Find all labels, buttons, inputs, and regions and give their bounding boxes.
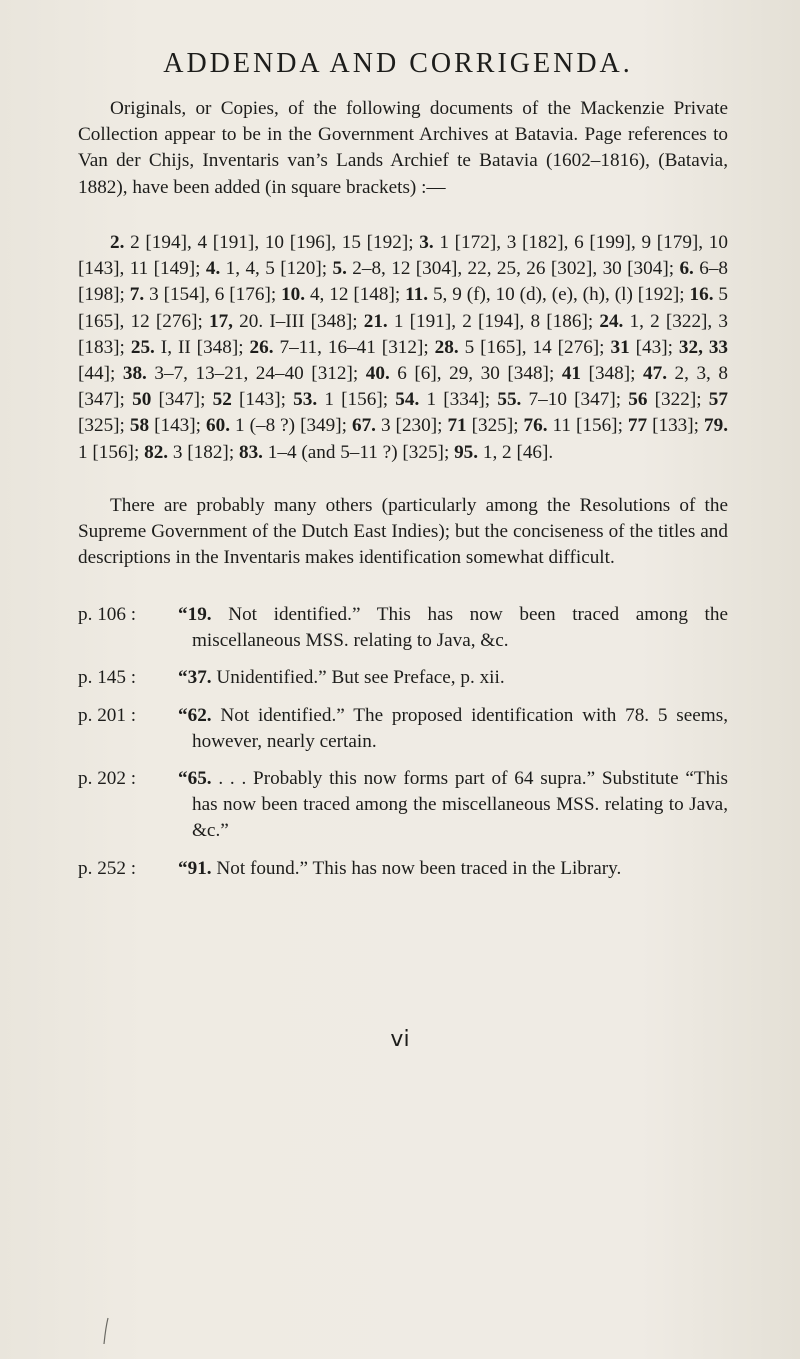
entry-number: “65. [178, 768, 212, 790]
note-paragraph: There are probably many others (particularly among the Resolutions of the Supreme Government of the Dutch East Indies); but the conciseness of the titles and descriptions in the Inventaris makes identification somewhat difficult. [78, 495, 728, 569]
ref-text: 1 [334]; [419, 389, 498, 411]
ref-number: 4. [205, 258, 221, 280]
ref-text: 7–11, 16–41 [312]; [273, 336, 435, 358]
ref-text: 3 [182]; [168, 441, 239, 463]
corrigenda-list [78, 602, 728, 893]
entry-text [178, 766, 728, 845]
entry-body: Not identified.” The proposed identification with 78. 5 seems, however, nearly certain. [192, 704, 728, 752]
ref-number: 11. [405, 284, 429, 306]
ref-text: 1–4 (and 5–11 ?) [325]; [262, 441, 455, 463]
ref-number: 41 [561, 363, 582, 385]
ref-number: 26. [249, 336, 274, 358]
ref-text: [325]; [78, 415, 130, 437]
ref-text: 1 (–8 ?) [349]; [229, 415, 352, 437]
ref-number: 53. [293, 389, 318, 411]
corrigendum-entry [78, 703, 728, 755]
ref-number: 40. [365, 363, 390, 385]
ref-number: 83. [238, 441, 263, 463]
entry-text [178, 856, 728, 882]
ref-number: 77 [627, 415, 648, 437]
ref-text: I, II [348]; [154, 336, 250, 358]
ref-text: [322]; [647, 389, 709, 411]
ref-text: [143]; [231, 389, 294, 411]
ref-text: 3 [230]; [375, 415, 448, 437]
ref-number: 16. [689, 284, 714, 306]
ref-number: 7. [129, 284, 145, 306]
ref-number: 82. [144, 441, 169, 463]
ref-number: 31 [610, 336, 630, 358]
ref-number: 25. [130, 336, 155, 358]
entry-number: “19. [178, 604, 212, 625]
ref-number: 3. [419, 232, 434, 253]
ref-text: 1 [172], 3 [182], 6 [199], 9 [179], 10 [143], 11 [149]; [78, 232, 728, 280]
ref-number: 21. [363, 310, 388, 332]
ref-text: 1, 2 [322], 3 [183]; [78, 310, 729, 358]
ref-number: 28. [434, 336, 459, 358]
page-reference: p. 201 : [78, 704, 137, 726]
corrigendum-entry [78, 665, 728, 691]
ref-text: 1, 2 [46]. [478, 441, 554, 463]
ref-number: 47. [643, 363, 667, 385]
page-number: vi [390, 1027, 410, 1052]
ref-text: 3–7, 13–21, 24–40 [312]; [146, 363, 366, 385]
entry-number: “37. [178, 667, 212, 689]
entry-text [178, 703, 728, 755]
ref-number: 71 [447, 415, 467, 437]
ref-text: 11 [156]; [547, 415, 628, 437]
ref-text: 6 [6], 29, 30 [348]; [389, 363, 562, 385]
ref-text: 6–8 [198]; [78, 258, 729, 306]
ref-number: 32, [678, 336, 703, 358]
page-reference: p. 106 : [78, 604, 137, 625]
ref-number: 38. [122, 363, 147, 385]
ref-number: 79. [704, 415, 728, 437]
ref-text: 1 [156]; [78, 441, 145, 463]
pencil-mark [102, 1316, 110, 1346]
entry-body: Not identified.” This has now been traced among the miscellaneous MSS. relating to Java, &c. [192, 604, 728, 652]
corrigendum-entry [78, 766, 728, 845]
ref-text: 4, 12 [148]; [305, 284, 406, 306]
intro-paragraph: Originals, or Copies, of the following documents of the Mackenzie Private Collection appear to be in the Government Archives at Batavia. Page references to Van der Chijs, Inventaris van’s Lands Archief te Batavia (1602–1816), (Batavia, 1882), have been added (in square brackets) :— [78, 98, 728, 198]
ref-number: 56 [628, 389, 648, 411]
ref-text: 1, 4, 5 [120]; [220, 258, 333, 280]
ref-text: 3 [154], 6 [176]; [144, 284, 282, 306]
ref-text: 2–8, 12 [304], 22, 25, 26 [302], 30 [304]; [346, 258, 680, 280]
ref-text: 1 [191], 2 [194], 8 [186]; [387, 310, 600, 332]
ref-text: [347]; [151, 389, 213, 411]
ref-text: [348]; [581, 363, 643, 385]
entry-text [178, 602, 728, 654]
page-heading: ADDENDA AND CORRIGENDA. [163, 48, 633, 79]
page-reference: p. 145 : [78, 667, 137, 689]
archive-references-paragraph [78, 230, 728, 466]
ref-number: 10. [281, 284, 306, 306]
ref-text: 2, 3, 8 [347]; [78, 363, 728, 411]
ref-text: [44]; [78, 363, 123, 385]
ref-text: 5 [165], 14 [276]; [458, 336, 611, 358]
page-reference: p. 202 : [78, 768, 137, 790]
ref-number: 54. [395, 389, 420, 411]
corrigendum-entry [78, 856, 728, 882]
ref-text: 1 [156]; [317, 389, 396, 411]
corrigendum-entry [78, 602, 728, 654]
ref-number: 60. [206, 415, 230, 437]
ref-number: 76. [523, 415, 548, 437]
ref-number: 52 [212, 389, 232, 411]
entry-text [178, 665, 728, 691]
ref-number: 33 [708, 336, 729, 358]
ref-text: [143]; [149, 415, 206, 437]
page-reference: p. 252 : [78, 857, 137, 879]
ref-number: 2. [110, 232, 125, 253]
ref-text: [133]; [647, 415, 704, 437]
ref-number: 58 [129, 415, 150, 437]
ref-number: 6. [679, 258, 694, 280]
ref-text: 5 [165], 12 [276]; [78, 284, 728, 332]
ref-number: 24. [599, 310, 624, 332]
ref-text: 20. I–III [348]; [232, 310, 364, 332]
ref-number: 5. [332, 258, 347, 280]
ref-text: 2 [194], 4 [191], 10 [196], 15 [192]; [124, 232, 420, 253]
ref-number: 95. [454, 441, 479, 463]
ref-number: 17, [208, 310, 233, 332]
ref-text: [325]; [466, 415, 524, 437]
entry-number: “91. [178, 857, 212, 879]
ref-text: 7–10 [347]; [521, 389, 629, 411]
entry-body: Unidentified.” But see Preface, p. xii. [211, 667, 505, 689]
ref-number: 55. [497, 389, 522, 411]
ref-text: 5, 9 (f), 10 (d), (e), (h), (l) [192]; [428, 284, 690, 306]
ref-number: 67. [351, 415, 376, 437]
entry-number: “62. [178, 704, 212, 726]
ref-number: 50 [132, 389, 152, 411]
ref-text: [43]; [629, 336, 679, 358]
entry-body: . . . Probably this now forms part of 64 supra.” Substitute “This has now been traced among the miscellaneous MSS. relating to Java, &c.” [192, 768, 728, 842]
entry-body: Not found.” This has now been traced in the Library. [211, 857, 622, 879]
ref-number: 57 [708, 389, 728, 411]
